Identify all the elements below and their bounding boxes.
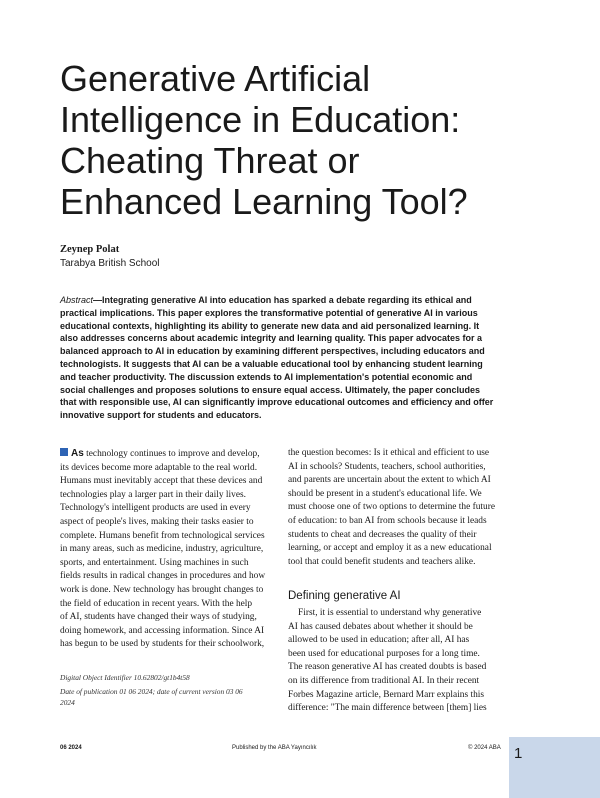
body-line: aspect of people's lives, making their tasks easier to [60, 516, 254, 527]
body-line: complete. Humans benefit from technological services [60, 530, 265, 541]
body-line: the field of education in recent years. With the help [60, 598, 253, 609]
body-line: should be present in a student's educational life. We [288, 488, 482, 499]
abstract-line: also addresses concerns about academic integrity and learning quality. This paper advocates for a [60, 333, 482, 344]
page-number-box [509, 737, 600, 798]
abstract-line: innovative support for students and educators. [60, 410, 262, 421]
abstract-label: Abstract [60, 295, 94, 305]
body-line: Forbes Magazine article, Bernard Marr explains this [288, 689, 485, 700]
lead-word: As [71, 448, 84, 459]
section-marker-icon [60, 448, 68, 456]
body-line: technologies play a larger part in their daily lives. [60, 489, 246, 500]
body-line: learning, or accept and employ it as a new educational [288, 543, 492, 554]
dates-line: Date of publication 01 06 2024; date of current version 03 06 [60, 687, 243, 696]
title-line: Intelligence in Education: [60, 99, 461, 140]
body-line: Humans must inevitably accept that these devices and [60, 476, 263, 487]
abstract-line: and teacher productivity. The discussion extends to AI implementation's potential economic and [60, 371, 473, 382]
body-line: work is done. New technology has brought changes to [60, 584, 264, 595]
body-line: allowed to be used in education; after all, AI has [288, 635, 470, 646]
footer-copyright: © 2024 ABA [468, 745, 501, 751]
abstract-line: practical implications. This paper explores the transformative potential of generative AI in various [60, 307, 478, 318]
abstract-line: that with responsible use, AI can significantly improve educational outcomes and efficiency and offer [60, 397, 494, 408]
page-number: 1 [514, 745, 523, 762]
author-name: Zeynep Polat [60, 244, 120, 255]
abstract-line: balanced approach to AI in education by examining different perspectives, including educators and [60, 346, 485, 357]
paper-title [60, 58, 560, 222]
body-line: its devices become more adaptable to the real world. [60, 462, 258, 473]
body-line: of AI, students have changed their ways of studying, [60, 612, 257, 623]
body-line: AI has caused debates about whether it should be [288, 621, 473, 632]
body-line: Technology's intelligent products are used in every [60, 503, 251, 514]
body-line: in many areas, such as medicine, industry, agriculture, [60, 544, 264, 555]
author-affiliation: Tarabya British School [60, 258, 160, 269]
dates-footnote [60, 686, 280, 708]
body-line: tool that could benefit students and teachers alike. [288, 556, 476, 567]
abstract-line: Abstract—Integrating generative AI into education has sparked a debate regarding its ethical and [60, 295, 472, 305]
body-line: has begun to be used by students for their schoolwork, [60, 639, 265, 650]
title-line: Cheating Threat or [60, 140, 360, 181]
body-line: must choose one of two options to determine the future [288, 502, 495, 513]
body-line: the question becomes: Is it ethical and efficient to use [288, 448, 490, 458]
title-line: Enhanced Learning Tool? [60, 181, 468, 222]
body-line: of education: to ban AI from schools because it leads [288, 515, 487, 526]
body-line: students to cheat and decreases the quality of their [288, 529, 477, 540]
body-line: been used for educational purposes for a long time. [288, 648, 480, 659]
abstract-line: social challenges and proposes solutions to ensure equal access. Ultimately, the paper concludes [60, 384, 480, 395]
body-column-right-bottom [288, 607, 510, 716]
abstract [60, 294, 550, 422]
body-line: First, it is essential to understand why generative [298, 608, 482, 618]
section-heading: Defining generative AI [288, 590, 401, 602]
body-line: fields results in radical changes in procedures and how [60, 571, 266, 582]
doi-footnote: Digital Object Identifier 10.62802/gt1b4t58 [60, 673, 190, 682]
footer-issue: 06 2024 [60, 745, 82, 751]
title-line: Generative Artificial [60, 58, 371, 99]
body-column-right-top [288, 447, 510, 569]
body-line: sports, and entertainment. Using machines in such [60, 557, 249, 568]
body-line: As technology continues to improve and develop, [60, 447, 282, 462]
body-line: The reason generative AI has created doubts is based [288, 662, 487, 673]
abstract-line: educational contexts, highlighting its ability to generate new data and aid personalized learning. It [60, 320, 480, 331]
footer-publisher: Published by the ABA Yayıncılık [232, 745, 317, 751]
body-line: on its difference from traditional AI. In their recent [288, 675, 480, 686]
dates-line: 2024 [60, 698, 75, 707]
body-column-left [60, 447, 282, 652]
body-line: difference: "The main difference between [them] lies [288, 703, 487, 714]
body-line: AI in schools? Students, teachers, school authorities, [288, 461, 486, 472]
body-line: and parents are uncertain about the extent to which AI [288, 475, 491, 486]
body-line: doing homework, and accessing information. Since AI [60, 625, 265, 636]
abstract-line: technologists. It suggests that AI can be a valuable educational tool by enhancing student learning [60, 358, 483, 369]
